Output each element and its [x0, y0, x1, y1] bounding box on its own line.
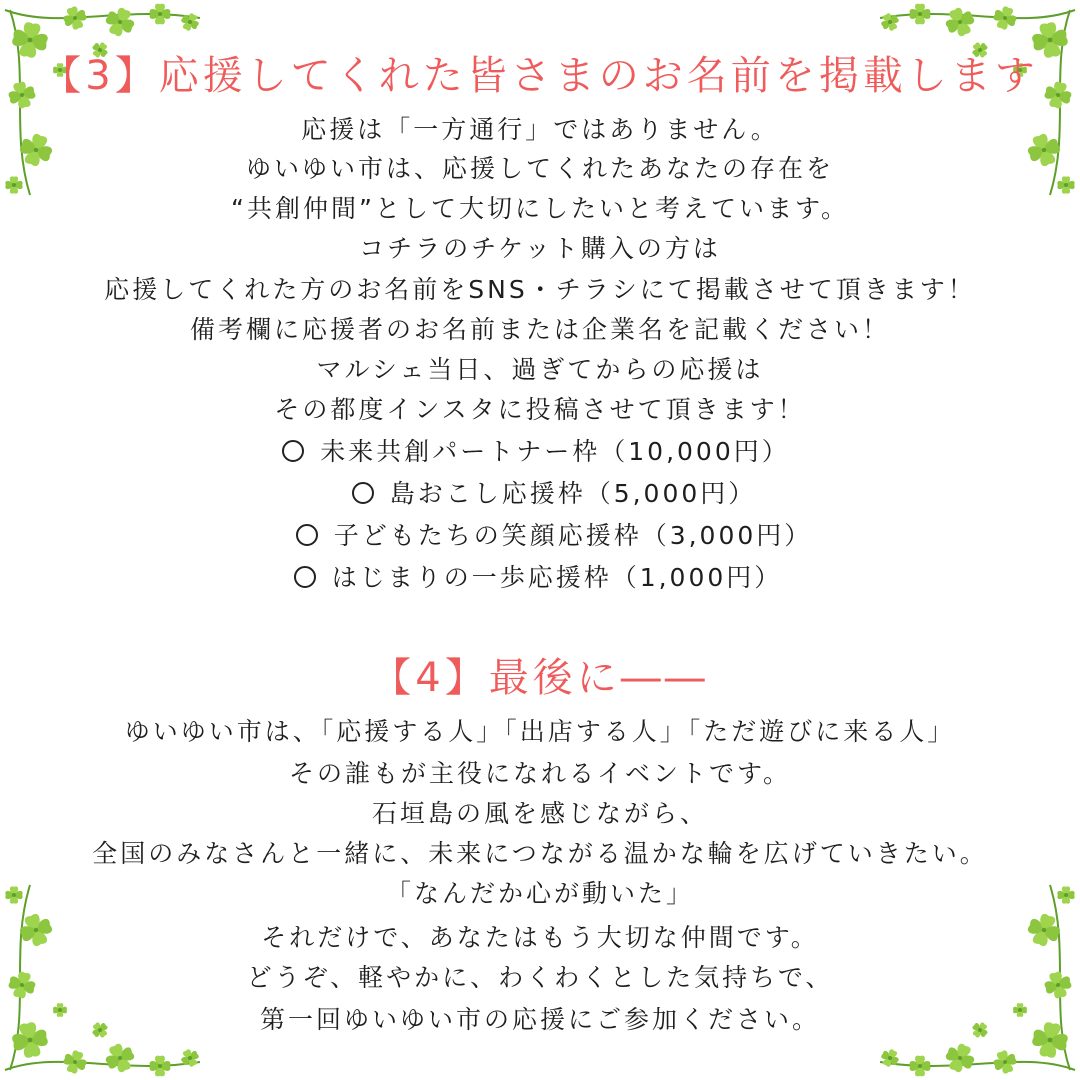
section4-line: どうぞ、軽やかに、わくわくとした気持ちで、	[246, 963, 834, 992]
section3-line: “共創仲間”として大切にしたいと考えています。	[231, 194, 849, 223]
section4-line: それだけで、あなたはもう大切な仲間です。	[261, 923, 819, 952]
section3-line: 応援は「一方通行」ではありません。	[301, 115, 779, 144]
tier-item	[0, 558, 1078, 594]
tier-item	[0, 432, 1076, 468]
section3-line: ゆいゆい市は、応援してくれたあなたの存在を	[245, 154, 834, 183]
section3-line: 応援してくれた方のお名前をSNS・チラシにて掲載させて頂きます！	[104, 275, 976, 304]
bullet-circle-icon	[282, 440, 304, 462]
bullet-circle-icon	[352, 482, 374, 504]
tier-item	[14, 516, 1080, 552]
section3-line: マルシェ当日、過ぎてからの応援は	[316, 355, 764, 384]
section4-line: その誰もが主役になれるイベントです。	[288, 759, 791, 788]
section3-line: その都度インスタに投稿させて頂きます！	[274, 395, 806, 424]
tier-label: はじまりの一歩応援枠（1,000円）	[331, 563, 783, 592]
tier-label: 未来共創パートナー枠（10,000円）	[320, 437, 790, 466]
section3-heading: 【3】応援してくれた皆さまのお名前を掲載します	[41, 53, 1039, 99]
tier-item	[14, 474, 1080, 510]
tier-label: 子どもたちの笑顔応援枠（3,000円）	[333, 521, 813, 550]
section4-line: ゆいゆい市は、「応援する人」「出店する人」「ただ遊びに来る人」	[124, 717, 956, 746]
section3-line: 備考欄に応援者のお名前または企業名を記載ください！	[189, 315, 890, 344]
section4-line: 「なんだか心が動いた」	[385, 879, 694, 908]
section4-line: 第一回ゆいゆい市の応援にご参加ください。	[259, 1005, 820, 1034]
section4-heading: 【4】最後に――	[371, 655, 709, 701]
section4-line: 全国のみなさんと一緒に、未来につながる温かな輪を広げていきたい。	[92, 839, 988, 868]
section4-line: 石垣島の風を感じながら、	[371, 799, 708, 828]
section3-line: コチラのチケット購入の方は	[359, 234, 721, 263]
bullet-circle-icon	[296, 524, 318, 546]
tier-label: 島おこし応援枠（5,000円）	[389, 479, 757, 508]
bullet-circle-icon	[294, 566, 316, 588]
